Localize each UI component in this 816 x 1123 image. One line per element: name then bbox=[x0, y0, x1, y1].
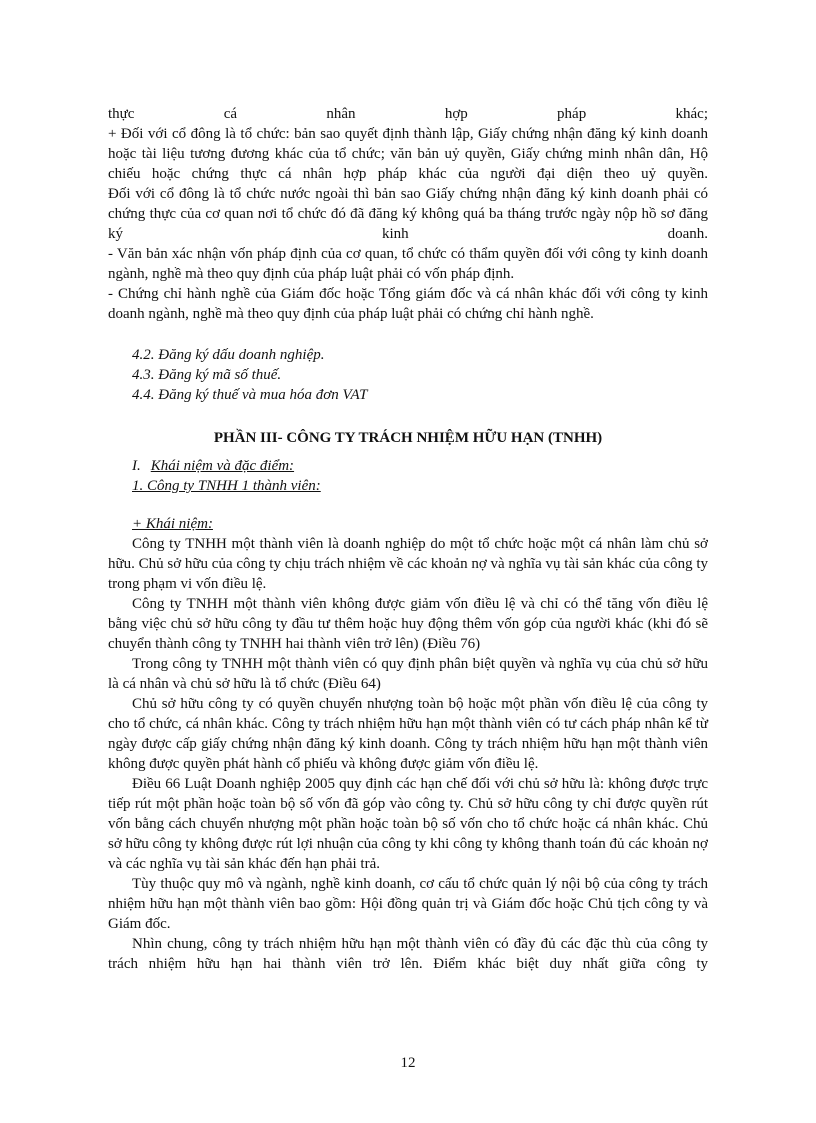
paragraph-foreign-shareholder: Đối với cổ đông là tổ chức nước ngoài thì bản sao Giấy chứng nhận đăng ký kinh doanh phải có chứng thực của cơ quan nơi tổ chức đó đã đăng ký không quá ba tháng trước ngày nộp hồ sơ đăng ký kinh doanh. bbox=[108, 186, 708, 242]
body-paragraph: Nhìn chung, công ty trách nhiệm hữu hạn một thành viên có đầy đủ các đặc thù của công ty trách nhiệm hữu hạn hai thành viên trở lên. Điểm khác biệt duy nhất giữa công ty bbox=[108, 936, 708, 972]
part-heading: PHẦN III- CÔNG TY TRÁCH NHIỆM HỮU HẠN (TNHH) bbox=[213, 430, 603, 446]
subsection-heading bbox=[108, 476, 708, 496]
section-number: I. bbox=[132, 458, 141, 474]
document-page bbox=[108, 104, 708, 974]
body-paragraph: Công ty TNHH một thành viên là doanh nghiệp do một tổ chức hoặc một cá nhân làm chủ sở hữu. Chủ sở hữu của công ty chịu trách nhiệm về các khoản nợ và nghĩa vụ tài sản khác của công ty trong phạm vi vốn điều lệ. bbox=[108, 536, 708, 592]
subsection-4-2: 4.2. Đăng ký dấu doanh nghiệp. bbox=[132, 347, 325, 363]
paragraph-continuation: thực cá nhân hợp pháp khác; bbox=[108, 106, 708, 122]
body-paragraph: Trong công ty TNHH một thành viên có quy định phân biệt quyền và nghĩa vụ của chủ sở hữu là cá nhân và chủ sở hữu là tổ chức (Điều 64) bbox=[108, 656, 708, 692]
concept-label: + Khái niệm: bbox=[132, 516, 213, 532]
concept-heading bbox=[108, 514, 708, 534]
paragraph-organization-shareholder: + Đối với cổ đông là tổ chức: bản sao quyết định thành lập, Giấy chứng nhận đăng ký kinh doanh hoặc tài liệu tương đương khác của tổ chức; văn bản uỷ quyền, Giấy chứng minh nhân dân, Hộ chiếu hoặc chứng thực cá nhân hợp pháp khác của người đại diện theo uỷ quyền. bbox=[108, 126, 708, 182]
section-title: Khái niệm và đặc điểm: bbox=[150, 458, 295, 474]
subsection-title: 1. Công ty TNHH 1 thành viên: bbox=[132, 478, 321, 494]
body-paragraph: Chủ sở hữu công ty có quyền chuyển nhượng toàn bộ hoặc một phần vốn điều lệ của công ty cho tổ chức, cá nhân khác. Công ty trách nhiệm hữu hạn một thành viên có tư cách pháp nhân kể từ ngày được cấp giấy chứng nhận đăng ký kinh doanh. Công ty trách nhiệm hữu hạn một thành viên không được quyền phát hành cổ phiếu và không được giảm vốn điều lệ. bbox=[108, 696, 708, 772]
section-heading bbox=[108, 456, 708, 476]
paragraph-legal-capital: - Văn bản xác nhận vốn pháp định của cơ quan, tổ chức có thẩm quyền đối với công ty kinh doanh ngành, nghề mà theo quy định của pháp luật phải có vốn pháp định. bbox=[108, 246, 708, 282]
paragraph-practice-certificate: - Chứng chỉ hành nghề của Giám đốc hoặc Tổng giám đốc và cá nhân khác đối với công ty kinh doanh ngành, nghề mà theo quy định của pháp luật phải có chứng chỉ hành nghề. bbox=[108, 286, 708, 322]
subsection-4-4: 4.4. Đăng ký thuế và mua hóa đơn VAT bbox=[132, 387, 368, 403]
body-paragraph: Tùy thuộc quy mô và ngành, nghề kinh doanh, cơ cấu tổ chức quản lý nội bộ của công ty trách nhiệm hữu hạn một thành viên bao gồm: Hội đồng quản trị và Giám đốc hoặc Chủ tịch công ty và Giám đốc. bbox=[108, 876, 708, 932]
body-paragraph: Điều 66 Luật Doanh nghiệp 2005 quy định các hạn chế đối với chủ sở hữu là: không được trực tiếp rút một phần hoặc toàn bộ số vốn đã góp vào công ty. Chủ sở hữu công ty chỉ được quyền rút vốn bằng cách chuyển nhượng một phần hoặc toàn bộ số vốn cho tổ chức hoặc cá nhân khác. Chủ sở hữu công ty không được rút lợi nhuận của công ty khi công ty không thanh toán đủ các khoản nợ và các nghĩa vụ tài sản khác đến hạn phải trả. bbox=[108, 776, 708, 872]
body-paragraph: Công ty TNHH một thành viên không được giảm vốn điều lệ và chỉ có thể tăng vốn điều lệ bằng việc chủ sở hữu công ty đầu tư thêm hoặc huy động thêm vốn góp của người khác (khi đó sẽ chuyển thành công ty TNHH hai thành viên trở lên) (Điều 76) bbox=[108, 596, 708, 652]
subsection-4-3: 4.3. Đăng ký mã số thuế. bbox=[132, 367, 282, 383]
page-number: 12 bbox=[400, 1055, 416, 1071]
